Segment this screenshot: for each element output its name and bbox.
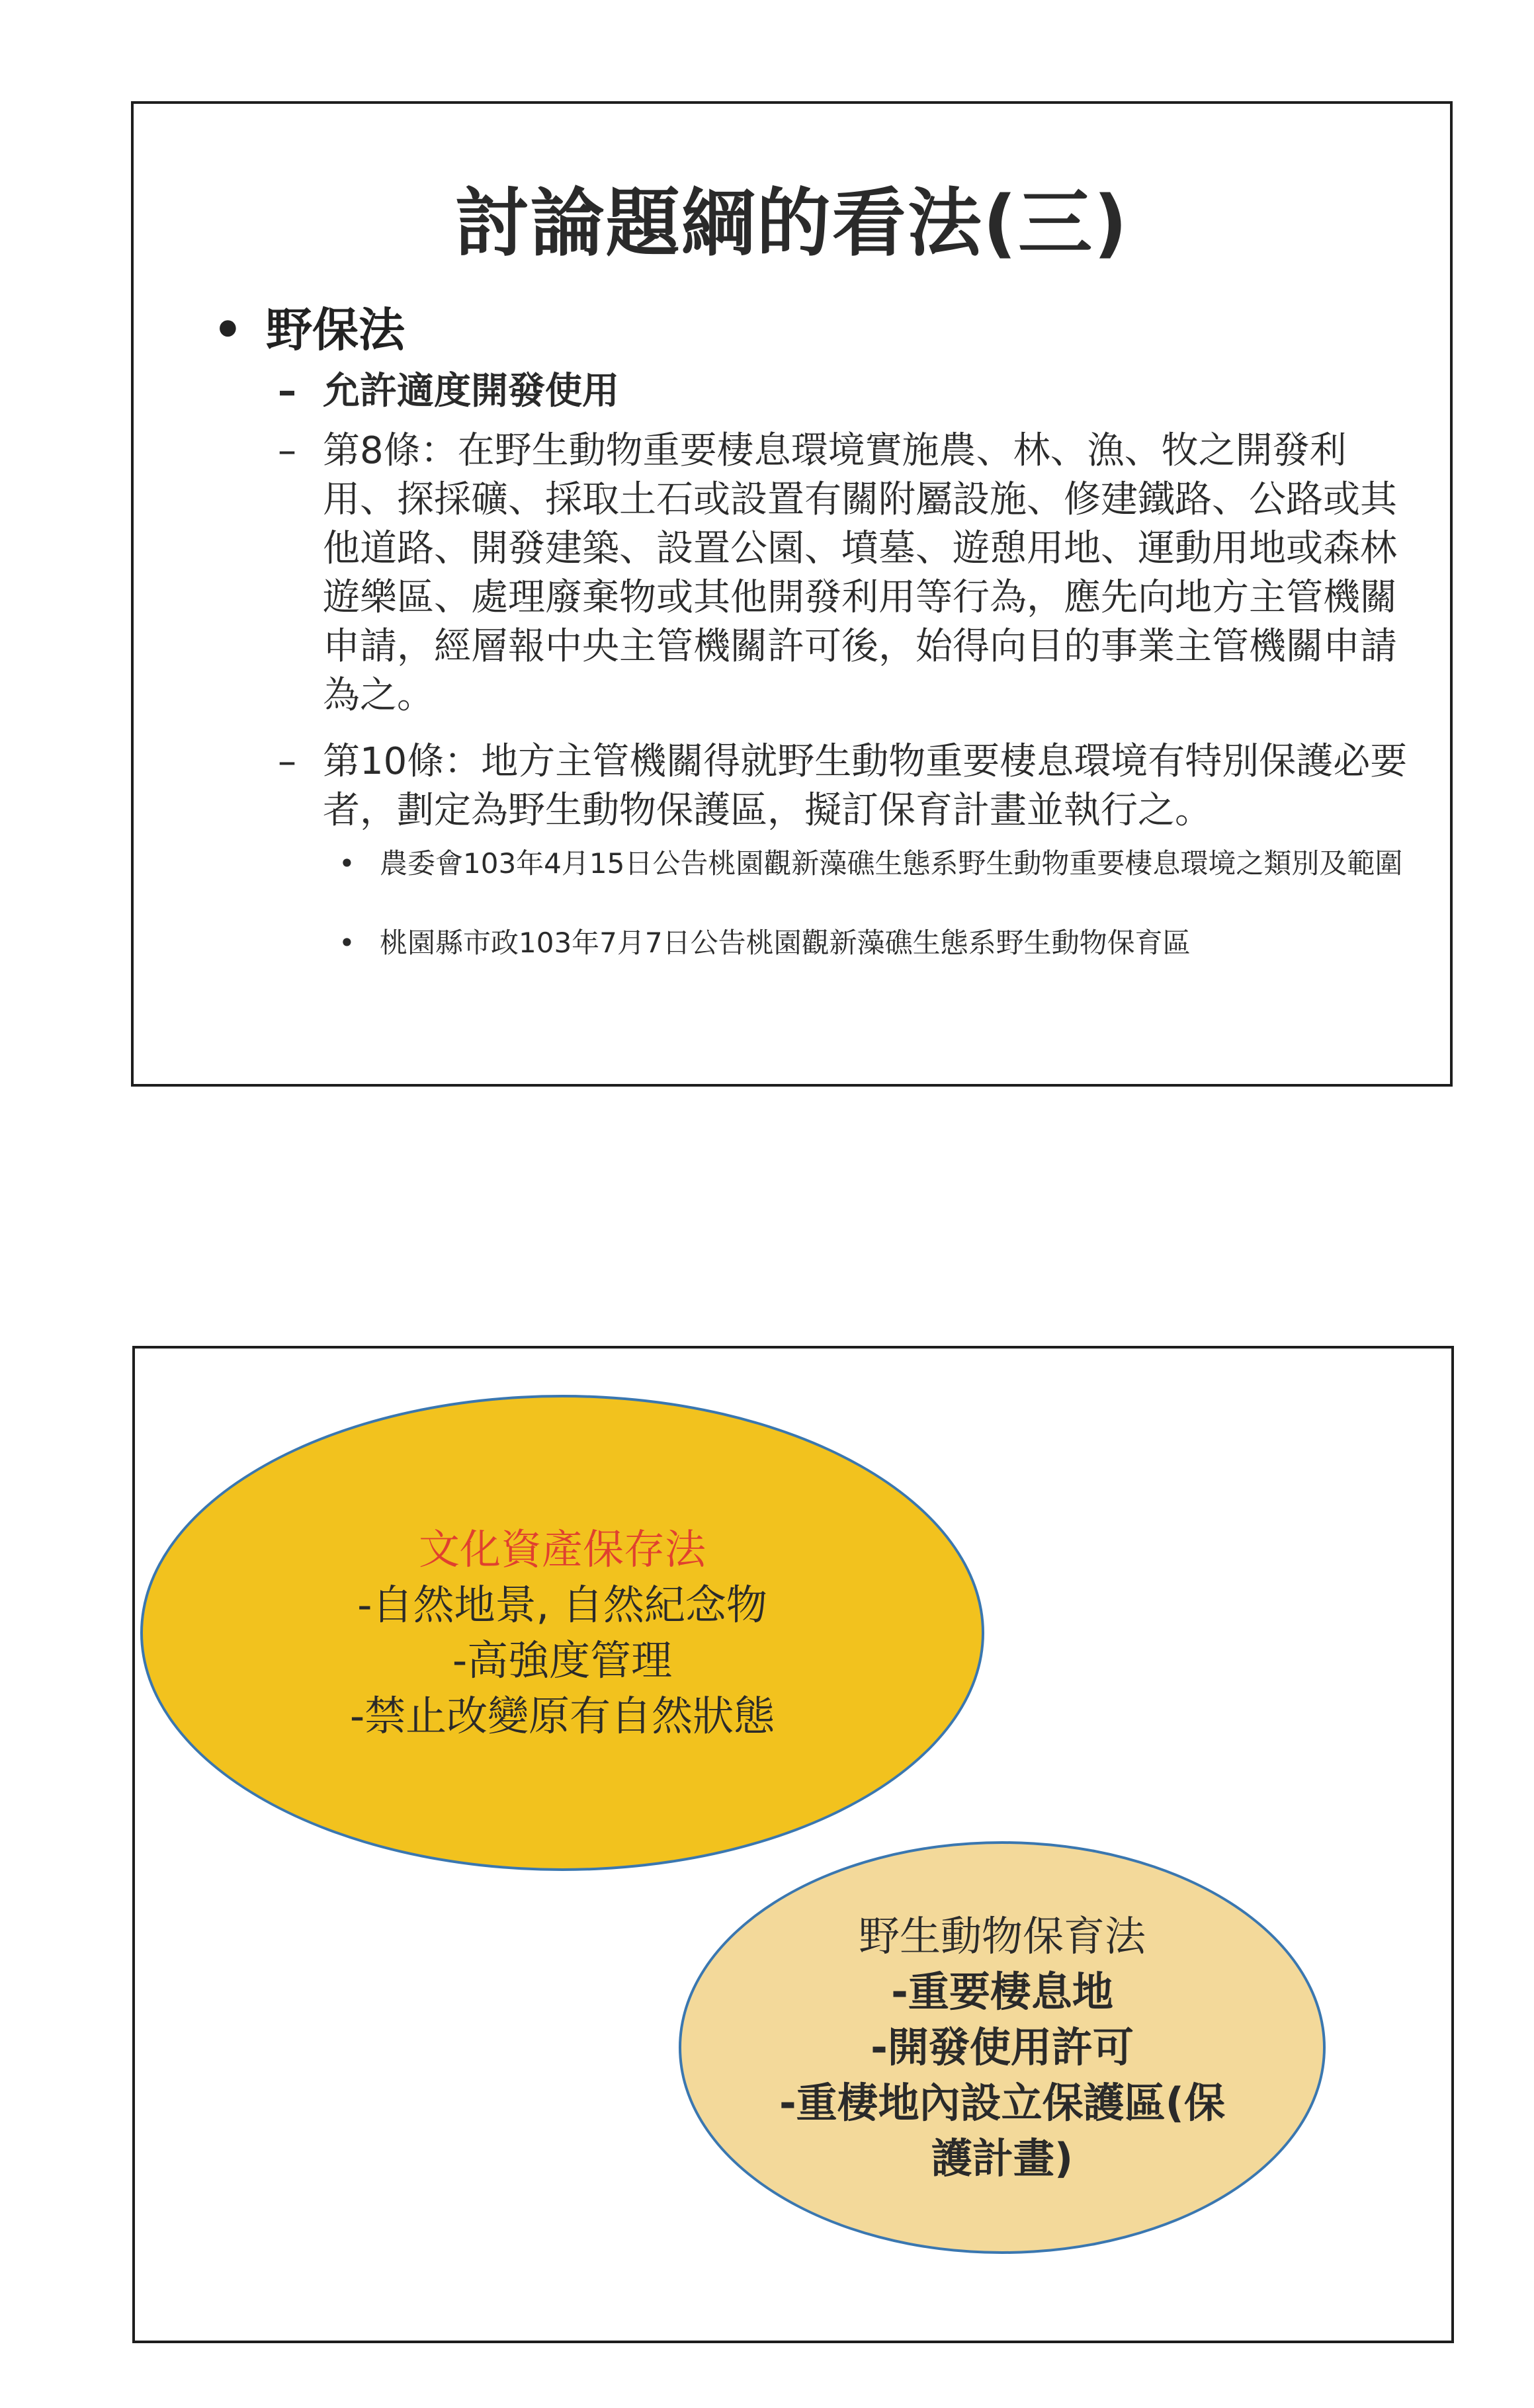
dash-marker: – (278, 370, 296, 413)
subitem-text: 桃園縣市政103年7月7日公告桃園觀新藻礁生態系野生動物保育區 (380, 927, 1191, 959)
item-text: 第8條：在野生動物重要棲息環境實施農、林、漁、牧之開發利用、探採礦、採取土石或設置有關附屬設施、修建鐵路、公路或其他道路、開發建築、設置公園、墳墓、遊憩用地、運動用地或森林遊樂區、處理廢棄物或其他開發利用等行為，應先向地方主管機關申請，經層報中央主管機關許可後，始得向目的事業主管機關申請為之。 (323, 429, 1397, 717)
subitem-county-announcement (339, 924, 1424, 962)
ellipse-line: -禁止改變原有自然狀態 (349, 1692, 775, 1740)
bullet-dot: • (339, 847, 355, 880)
ellipse-wildlife-conservation-act (679, 1841, 1326, 2254)
subitem-text: 農委會103年4月15日公告桃園觀新藻礁生態系野生動物重要棲息環境之類別及範圍 (380, 847, 1403, 880)
item-text: 允許適度開發使用 (323, 370, 619, 413)
subitem-coa-announcement (339, 845, 1424, 883)
dash-marker: – (278, 429, 296, 472)
item-text: 第10條：地方主管機關得就野生動物重要棲息環境有特別保護必要者，劃定為野生動物保護區，擬訂保育計畫並執行之。 (323, 740, 1408, 832)
slide-law-comparison (132, 1346, 1454, 2343)
bullet-dot: • (339, 927, 355, 959)
bullet-wildlife-act (213, 302, 405, 358)
slide-wildlife-law (131, 101, 1453, 1087)
ellipse-line: -高強度管理 (452, 1636, 673, 1684)
ellipse-line: -重要棲息地 (891, 1968, 1113, 2016)
ellipse-title: 野生動物保育法 (858, 1912, 1146, 1960)
bullet-label: 野保法 (266, 303, 405, 357)
item-allow-development (278, 367, 1416, 416)
bullet-dot: • (213, 303, 243, 357)
ellipse-line: -重棲地內設立保護區(保 (779, 2079, 1226, 2127)
ellipse-line: -自然地景, 自然紀念物 (357, 1581, 767, 1629)
slide-title: 討論題綱的看法(三) (454, 181, 1129, 267)
ellipse-line: -開發使用許可 (871, 2023, 1134, 2071)
item-article-8 (278, 427, 1416, 720)
dash-marker: – (278, 740, 296, 783)
item-article-10 (278, 737, 1416, 835)
ellipse-line: 護計畫) (931, 2134, 1074, 2182)
ellipse-cultural-heritage-act (140, 1395, 984, 1871)
ellipse-title: 文化資產保存法 (418, 1525, 706, 1573)
